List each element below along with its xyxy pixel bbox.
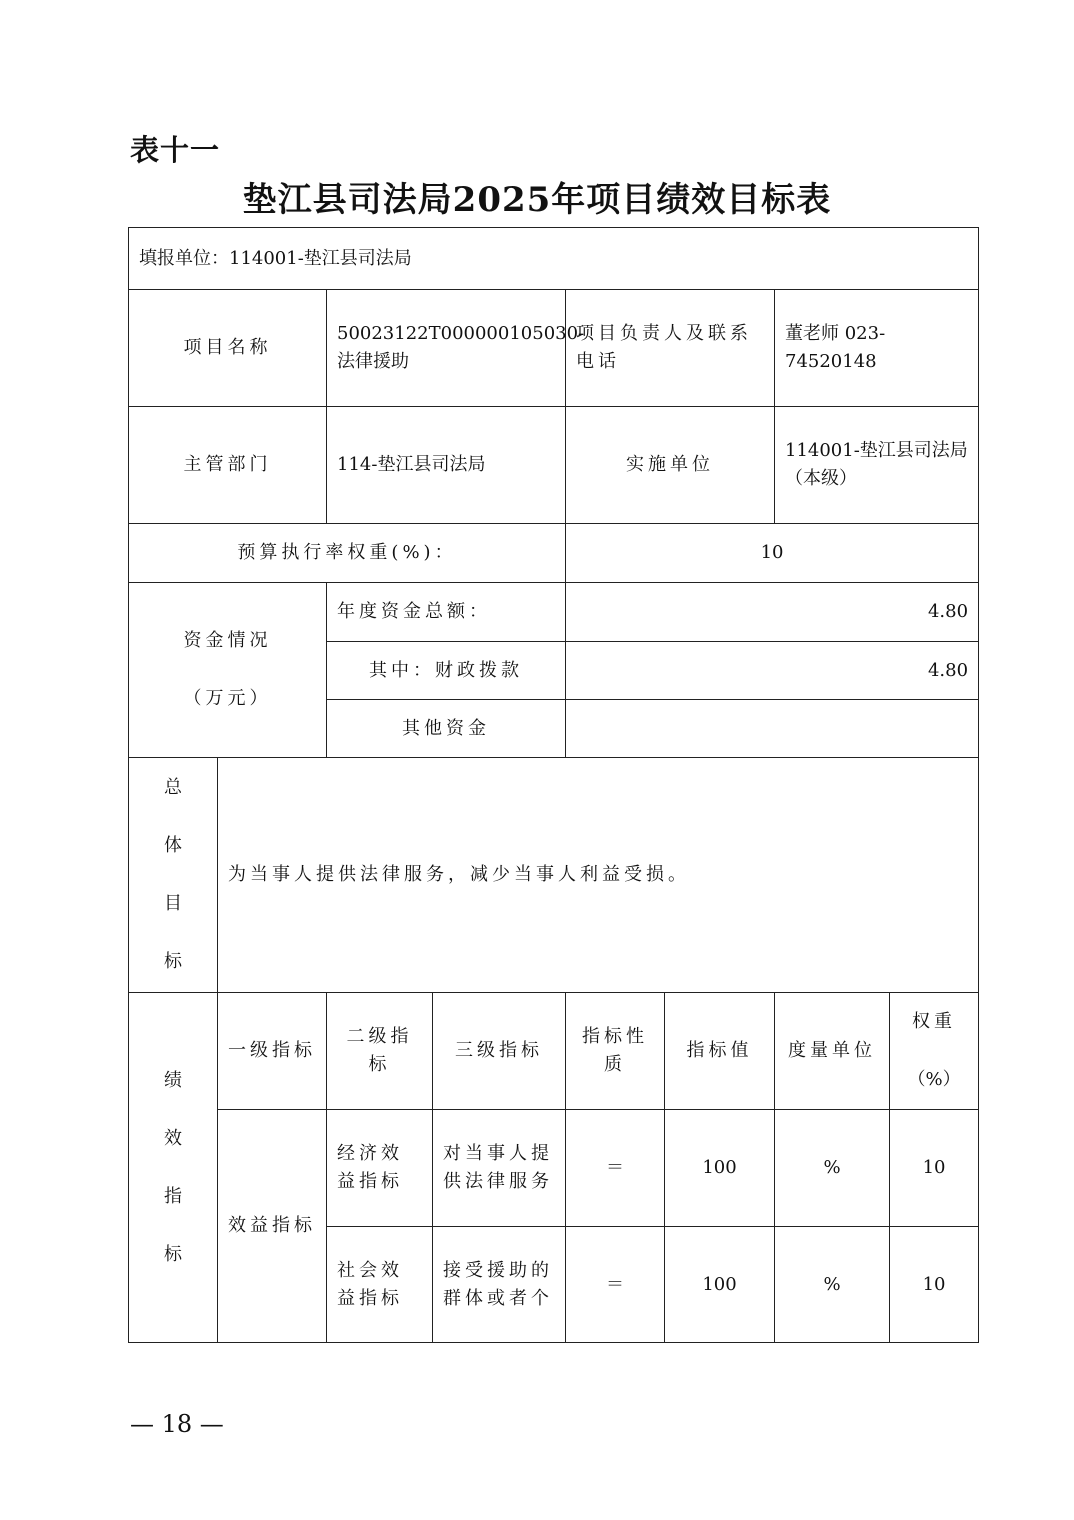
fill-unit: 填报单位：114001-垫江县司法局 — [129, 228, 979, 290]
table-row — [129, 1110, 979, 1227]
fund-total-value: 4.80 — [566, 583, 979, 642]
impl-value: 114001-垫江县司法局（本级） — [775, 407, 979, 524]
impl-label: 实施单位 — [566, 407, 775, 524]
perf-label — [129, 993, 218, 1343]
goal-label-char: 标 — [164, 951, 182, 972]
dept-row — [129, 407, 979, 524]
project-row — [129, 290, 979, 407]
row-unit: % — [775, 1110, 890, 1227]
row-nature: ＝ — [566, 1227, 665, 1343]
fund-label-line2: （万元） — [183, 688, 272, 709]
row-level2: 社会效益指标 — [327, 1227, 433, 1343]
row-nature: ＝ — [566, 1110, 665, 1227]
fund-total-row — [129, 583, 979, 642]
fund-other-label: 其他资金 — [327, 700, 566, 758]
dept-label: 主管部门 — [129, 407, 327, 524]
row-level2: 经济效益指标 — [327, 1110, 433, 1227]
perf-label-char: 效 — [164, 1127, 182, 1149]
dept-value: 114-垫江县司法局 — [327, 407, 566, 524]
fund-label — [129, 583, 327, 758]
row-value: 100 — [665, 1110, 775, 1227]
header-level2: 二级指标 — [327, 993, 433, 1110]
goal-label-char: 体 — [164, 835, 182, 856]
perf-label-char: 指 — [164, 1185, 182, 1207]
fill-unit-row — [129, 228, 979, 290]
fund-fiscal-value: 4.80 — [566, 642, 979, 700]
perf-label-char: 标 — [164, 1243, 182, 1265]
perf-label-char: 绩 — [164, 1069, 182, 1091]
goal-text: 为当事人提供法律服务，减少当事人利益受损。 — [218, 758, 979, 993]
budget-weight-row — [129, 524, 979, 583]
page-number: — 18 — — [130, 1410, 224, 1438]
goal-label-char: 目 — [164, 893, 182, 914]
goal-label — [129, 758, 218, 993]
doc-label: 表十一 — [130, 133, 221, 167]
header-level1: 一级指标 — [218, 993, 327, 1110]
fund-total-label: 年度资金总额： — [327, 583, 566, 642]
row-value: 100 — [665, 1227, 775, 1343]
goal-row — [129, 758, 979, 993]
fund-fiscal-label: 其中：财政拨款 — [327, 642, 566, 700]
header-value: 指标值 — [665, 993, 775, 1110]
budget-weight-label: 预算执行率权重(%)： — [129, 524, 566, 583]
goal-label-char: 总 — [164, 777, 182, 798]
header-weight-line2: （%） — [907, 1069, 961, 1090]
header-nature: 指标性质 — [566, 993, 665, 1110]
project-name-label: 项目名称 — [129, 290, 327, 407]
row-level3: 接受援助的群体或者个 — [433, 1227, 566, 1343]
contact-label: 项目负责人及联系电话 — [566, 290, 775, 407]
row-weight: 10 — [890, 1110, 979, 1227]
contact-value: 董老师 023-74520148 — [775, 290, 979, 407]
level1-name: 效益指标 — [218, 1110, 327, 1343]
row-weight: 10 — [890, 1227, 979, 1343]
budget-weight-value: 10 — [566, 524, 979, 583]
row-level3: 对当事人提供法律服务 — [433, 1110, 566, 1227]
performance-table — [128, 227, 979, 1343]
doc-title: 垫江县司法局2025年项目绩效目标表 — [242, 180, 832, 220]
header-weight-line1: 权重 — [912, 1011, 957, 1032]
indicator-header-row — [129, 993, 979, 1110]
row-unit: % — [775, 1227, 890, 1343]
header-weight — [890, 993, 979, 1110]
header-unit: 度量单位 — [775, 993, 890, 1110]
header-level3: 三级指标 — [433, 993, 566, 1110]
project-name-value: 50023122T000000105030-法律援助 — [327, 290, 566, 407]
fund-label-line1: 资金情况 — [183, 630, 272, 651]
fund-other-value — [566, 700, 979, 758]
